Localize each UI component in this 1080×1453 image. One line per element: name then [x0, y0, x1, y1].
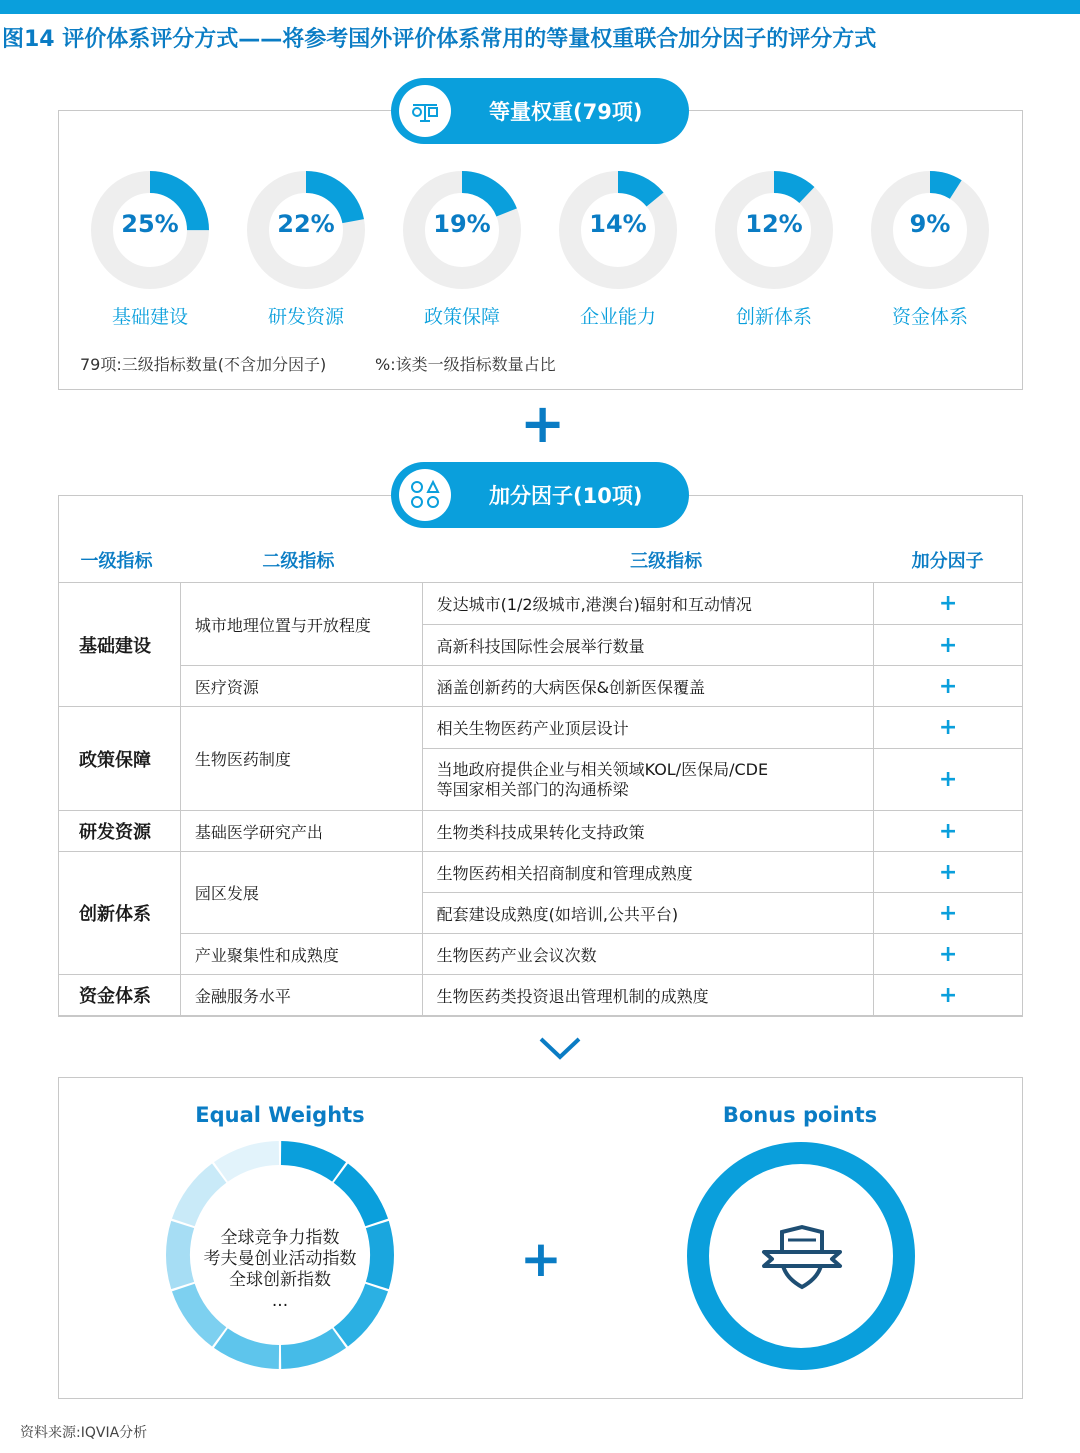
donut-label: 创新体系: [735, 306, 812, 328]
index-item: 全球创新指数: [229, 1270, 331, 1290]
l2-cell: 金融服务水平: [180, 975, 422, 1016]
note-percent-meaning: %:该类一级指标数量占比: [375, 355, 556, 374]
table-row: [59, 852, 1023, 893]
note-item-count: 79项:三级指标数量(不含加分因子): [80, 355, 327, 374]
table-row: [59, 666, 1023, 707]
donut-percent: 19%: [433, 210, 491, 238]
ring-segment: [221, 1153, 279, 1172]
l3-cell: 配套建设成熟度(如培训,公共平台): [422, 893, 874, 934]
l3-cell: 生物医药相关招商制度和管理成熟度: [422, 852, 874, 893]
l3-cell: 发达城市(1/2级城市,港澳台)辐射和互动情况: [422, 583, 874, 625]
l3-cell: 涵盖创新药的大病医保&创新医保覆盖: [422, 666, 874, 707]
l2-cell: 园区发展: [180, 852, 422, 934]
index-item: 全球竞争力指数: [220, 1228, 340, 1248]
donut-percent: 25%: [121, 210, 179, 238]
bonus-table: [58, 538, 1023, 1016]
l1-cell: 基础建设: [59, 583, 181, 707]
donut-label: 基础建设: [111, 306, 188, 328]
weight-donut: [870, 170, 990, 290]
donut-label: 政策保障: [423, 306, 500, 328]
shapes-icon-circle: [399, 469, 451, 521]
index-item: ...: [271, 1291, 289, 1311]
weight-donut: [714, 170, 834, 290]
table-row: [59, 707, 1023, 749]
index-item: 考夫曼创业活动指数: [203, 1249, 357, 1269]
bonus-plus: +: [874, 583, 1023, 625]
bonus-plus: +: [874, 707, 1023, 749]
donut-label: 研发资源: [267, 306, 344, 328]
equal-weight-pill-label: 等量权重(79项): [489, 100, 643, 124]
l1-cell: 政策保障: [59, 707, 181, 811]
bonus-plus: +: [874, 975, 1023, 1016]
l1-cell: 资金体系: [59, 975, 181, 1016]
equal-weight-pill: [391, 78, 689, 144]
table-row: [59, 583, 1023, 625]
header-l1: 一级指标: [59, 538, 181, 583]
bonus-plus: +: [874, 893, 1023, 934]
l1-cell: 研发资源: [59, 811, 181, 852]
ring-segment: [281, 1338, 339, 1357]
l3-cell: 生物类科技成果转化支持政策: [422, 811, 874, 852]
l2-cell: 产业聚集性和成熟度: [180, 934, 422, 975]
l3-line: 当地政府提供企业与相关领域KOL/医保局/CDE: [436, 759, 769, 779]
bonus-plus: +: [874, 934, 1023, 975]
l2-cell: 基础医学研究产出: [180, 811, 422, 852]
table-row: [59, 934, 1023, 975]
donut-percent: 12%: [745, 210, 803, 238]
table-header-row: [59, 538, 1023, 583]
l3-line: 等国家相关部门的沟通桥梁: [436, 779, 629, 799]
l2-cell: 医疗资源: [180, 666, 422, 707]
donut-percent: 9%: [909, 210, 951, 238]
top-accent-bar: [0, 0, 1080, 14]
bonus-plus: +: [874, 666, 1023, 707]
source-note: 资料来源:IQVIA分析: [20, 1425, 148, 1441]
indices-list: [180, 1228, 380, 1312]
l3-cell: 生物医药产业会议次数: [422, 934, 874, 975]
l2-cell: 城市地理位置与开放程度: [180, 583, 422, 666]
plus-icon: +: [520, 1230, 562, 1288]
table-row: [59, 975, 1023, 1016]
shapes-icon: [409, 479, 441, 511]
bonus-pill-label: 加分因子(10项): [489, 484, 643, 508]
weight-donut: [558, 170, 678, 290]
l3-cell: [422, 749, 874, 811]
l3-cell: 高新科技国际性会展举行数量: [422, 625, 874, 666]
l3-cell: 生物医药类投资退出管理机制的成熟度: [422, 975, 874, 1016]
header-l3: 三级指标: [422, 538, 874, 583]
ring-segment: [221, 1338, 279, 1357]
bonus-pill: [391, 462, 689, 528]
weight-donut: [402, 170, 522, 290]
equal-weights-title: Equal Weights: [195, 1103, 365, 1127]
scale-icon: [409, 95, 441, 127]
l3-cell: 相关生物医药产业顶层设计: [422, 707, 874, 749]
weight-donut: [246, 170, 366, 290]
ring-segment: [341, 1173, 377, 1222]
weight-donut: [90, 170, 210, 290]
donut-percent: 22%: [277, 210, 335, 238]
bonus-plus: +: [874, 625, 1023, 666]
table-row: [59, 811, 1023, 852]
bonus-plus: +: [874, 749, 1023, 811]
shield-badge-icon: [760, 1224, 844, 1292]
donut-label: 资金体系: [891, 306, 968, 328]
plus-icon: +: [520, 392, 566, 455]
donut-label: 企业能力: [579, 306, 656, 328]
figure-title: 图14 评价体系评分方式——将参考国外评价体系常用的等量权重联合加分因子的评分方式: [2, 27, 877, 52]
bonus-plus: +: [874, 811, 1023, 852]
bonus-points-title: Bonus points: [722, 1103, 878, 1127]
ring-segment: [281, 1153, 339, 1172]
chevron-down-icon: [538, 1036, 582, 1062]
l1-cell: 创新体系: [59, 852, 181, 975]
bonus-plus: +: [874, 852, 1023, 893]
header-bp: 加分因子: [874, 538, 1023, 583]
donut-percent: 14%: [589, 210, 647, 238]
l2-cell: 生物医药制度: [180, 707, 422, 811]
scale-icon-circle: [399, 85, 451, 137]
header-l2: 二级指标: [180, 538, 422, 583]
ring-segment: [183, 1173, 219, 1222]
